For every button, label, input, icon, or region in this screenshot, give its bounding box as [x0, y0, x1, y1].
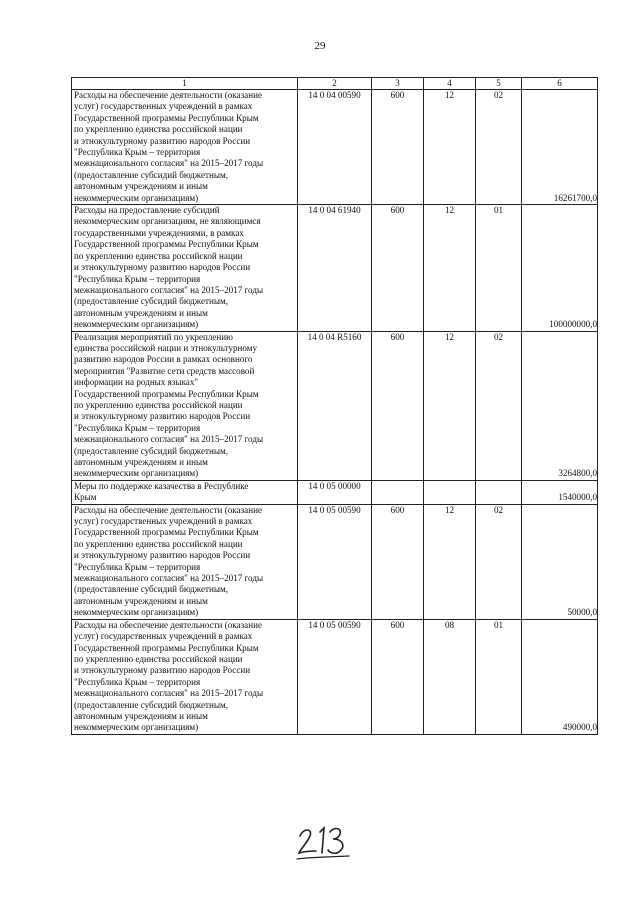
row-col-3: 600 [372, 331, 424, 480]
row-amount: 50000,0 [522, 504, 598, 619]
header-col-6: 6 [522, 78, 598, 90]
table-row [72, 504, 598, 619]
row-col-4: 12 [424, 90, 476, 205]
row-description: Меры по поддержке казачества в Республике Крым [72, 480, 298, 504]
row-col-4: 08 [424, 619, 476, 734]
row-code: 14 0 05 00590 [298, 619, 372, 734]
table-row [72, 205, 598, 331]
row-amount: 1540000,0 [522, 480, 598, 504]
row-col-5: 02 [476, 504, 522, 619]
row-description: Реализация мероприятий по укреплению единства российской нации и этнокультурному развитию народов России в рамках основного мероприятия "Развитие сети средств массовой информации на родных языках" Государственной программы Республики Крым по укреплению единства российской нации и этнокультурному развитию народов России "Республика Крым – территория межнационального согласия" на 2015–2017 годы (предоставление субсидий бюджетным, автономным учреждениям и иным некоммерческим организациям) [72, 331, 298, 480]
row-col-3: 600 [372, 205, 424, 331]
row-description: Расходы на обеспечение деятельности (оказание услуг) государственных учреждений в рамках Государственной программы Республики Крым по укреплению единства российской нации и этнокультурному развитию народов России "Республика Крым – территория межнационального согласия" на 2015–2017 годы (предоставление субсидий бюджетным, автономным учреждениям и иным некоммерческим организациям) [72, 504, 298, 619]
row-description: Расходы на предоставление субсидий некоммерческим организациям, не являющимся государственными учреждениями, в рамках Государственной программы Республики Крым по укреплению единства российской нации и этнокультурному развитию народов России "Республика Крым – территория межнационального согласия" на 2015–2017 годы (предоставление субсидий бюджетным, автономным учреждениям и иным некоммерческим организациям) [72, 205, 298, 331]
row-code: 14 0 04 61940 [298, 205, 372, 331]
row-code: 14 0 04 R5160 [298, 331, 372, 480]
row-code: 14 0 04 00590 [298, 90, 372, 205]
row-col-3: 600 [372, 90, 424, 205]
row-col-5 [476, 480, 522, 504]
row-col-5: 01 [476, 205, 522, 331]
header-col-2: 2 [298, 78, 372, 90]
row-col-5: 02 [476, 331, 522, 480]
row-col-3: 600 [372, 504, 424, 619]
table-row [72, 480, 598, 504]
row-col-5: 01 [476, 619, 522, 734]
row-description: Расходы на обеспечение деятельности (оказание услуг) государственных учреждений в рамках Государственной программы Республики Крым по укреплению единства российской нации и этнокультурному развитию народов России "Республика Крым – территория межнационального согласия" на 2015–2017 годы (предоставление субсидий бюджетным, автономным учреждениям и иным некоммерческим организациям) [72, 90, 298, 205]
row-code: 14 0 05 00000 [298, 480, 372, 504]
header-col-3: 3 [372, 78, 424, 90]
row-amount: 16261700,0 [522, 90, 598, 205]
table-header-row [72, 78, 598, 90]
row-col-3: 600 [372, 619, 424, 734]
row-amount: 490000,0 [522, 619, 598, 734]
row-col-3 [372, 480, 424, 504]
handwritten-page-mark [294, 822, 354, 862]
page-number: 29 [314, 40, 326, 52]
row-code: 14 0 05 00590 [298, 504, 372, 619]
row-col-4: 12 [424, 331, 476, 480]
row-col-5: 02 [476, 90, 522, 205]
header-col-5: 5 [476, 78, 522, 90]
table-row [72, 619, 598, 734]
table-row [72, 331, 598, 480]
budget-table [71, 77, 598, 735]
row-col-4 [424, 480, 476, 504]
header-col-4: 4 [424, 78, 476, 90]
row-description: Расходы на обеспечение деятельности (оказание услуг) государственных учреждений в рамках Государственной программы Республики Крым по укреплению единства российской нации и этнокультурному развитию народов России "Республика Крым – территория межнационального согласия" на 2015–2017 годы (предоставление субсидий бюджетным, автономным учреждениям и иным некоммерческим организациям) [72, 619, 298, 734]
table-row [72, 90, 598, 205]
row-amount: 3264800,0 [522, 331, 598, 480]
header-col-1: 1 [72, 78, 298, 90]
row-col-4: 12 [424, 504, 476, 619]
row-col-4: 12 [424, 205, 476, 331]
row-amount: 100000000,0 [522, 205, 598, 331]
